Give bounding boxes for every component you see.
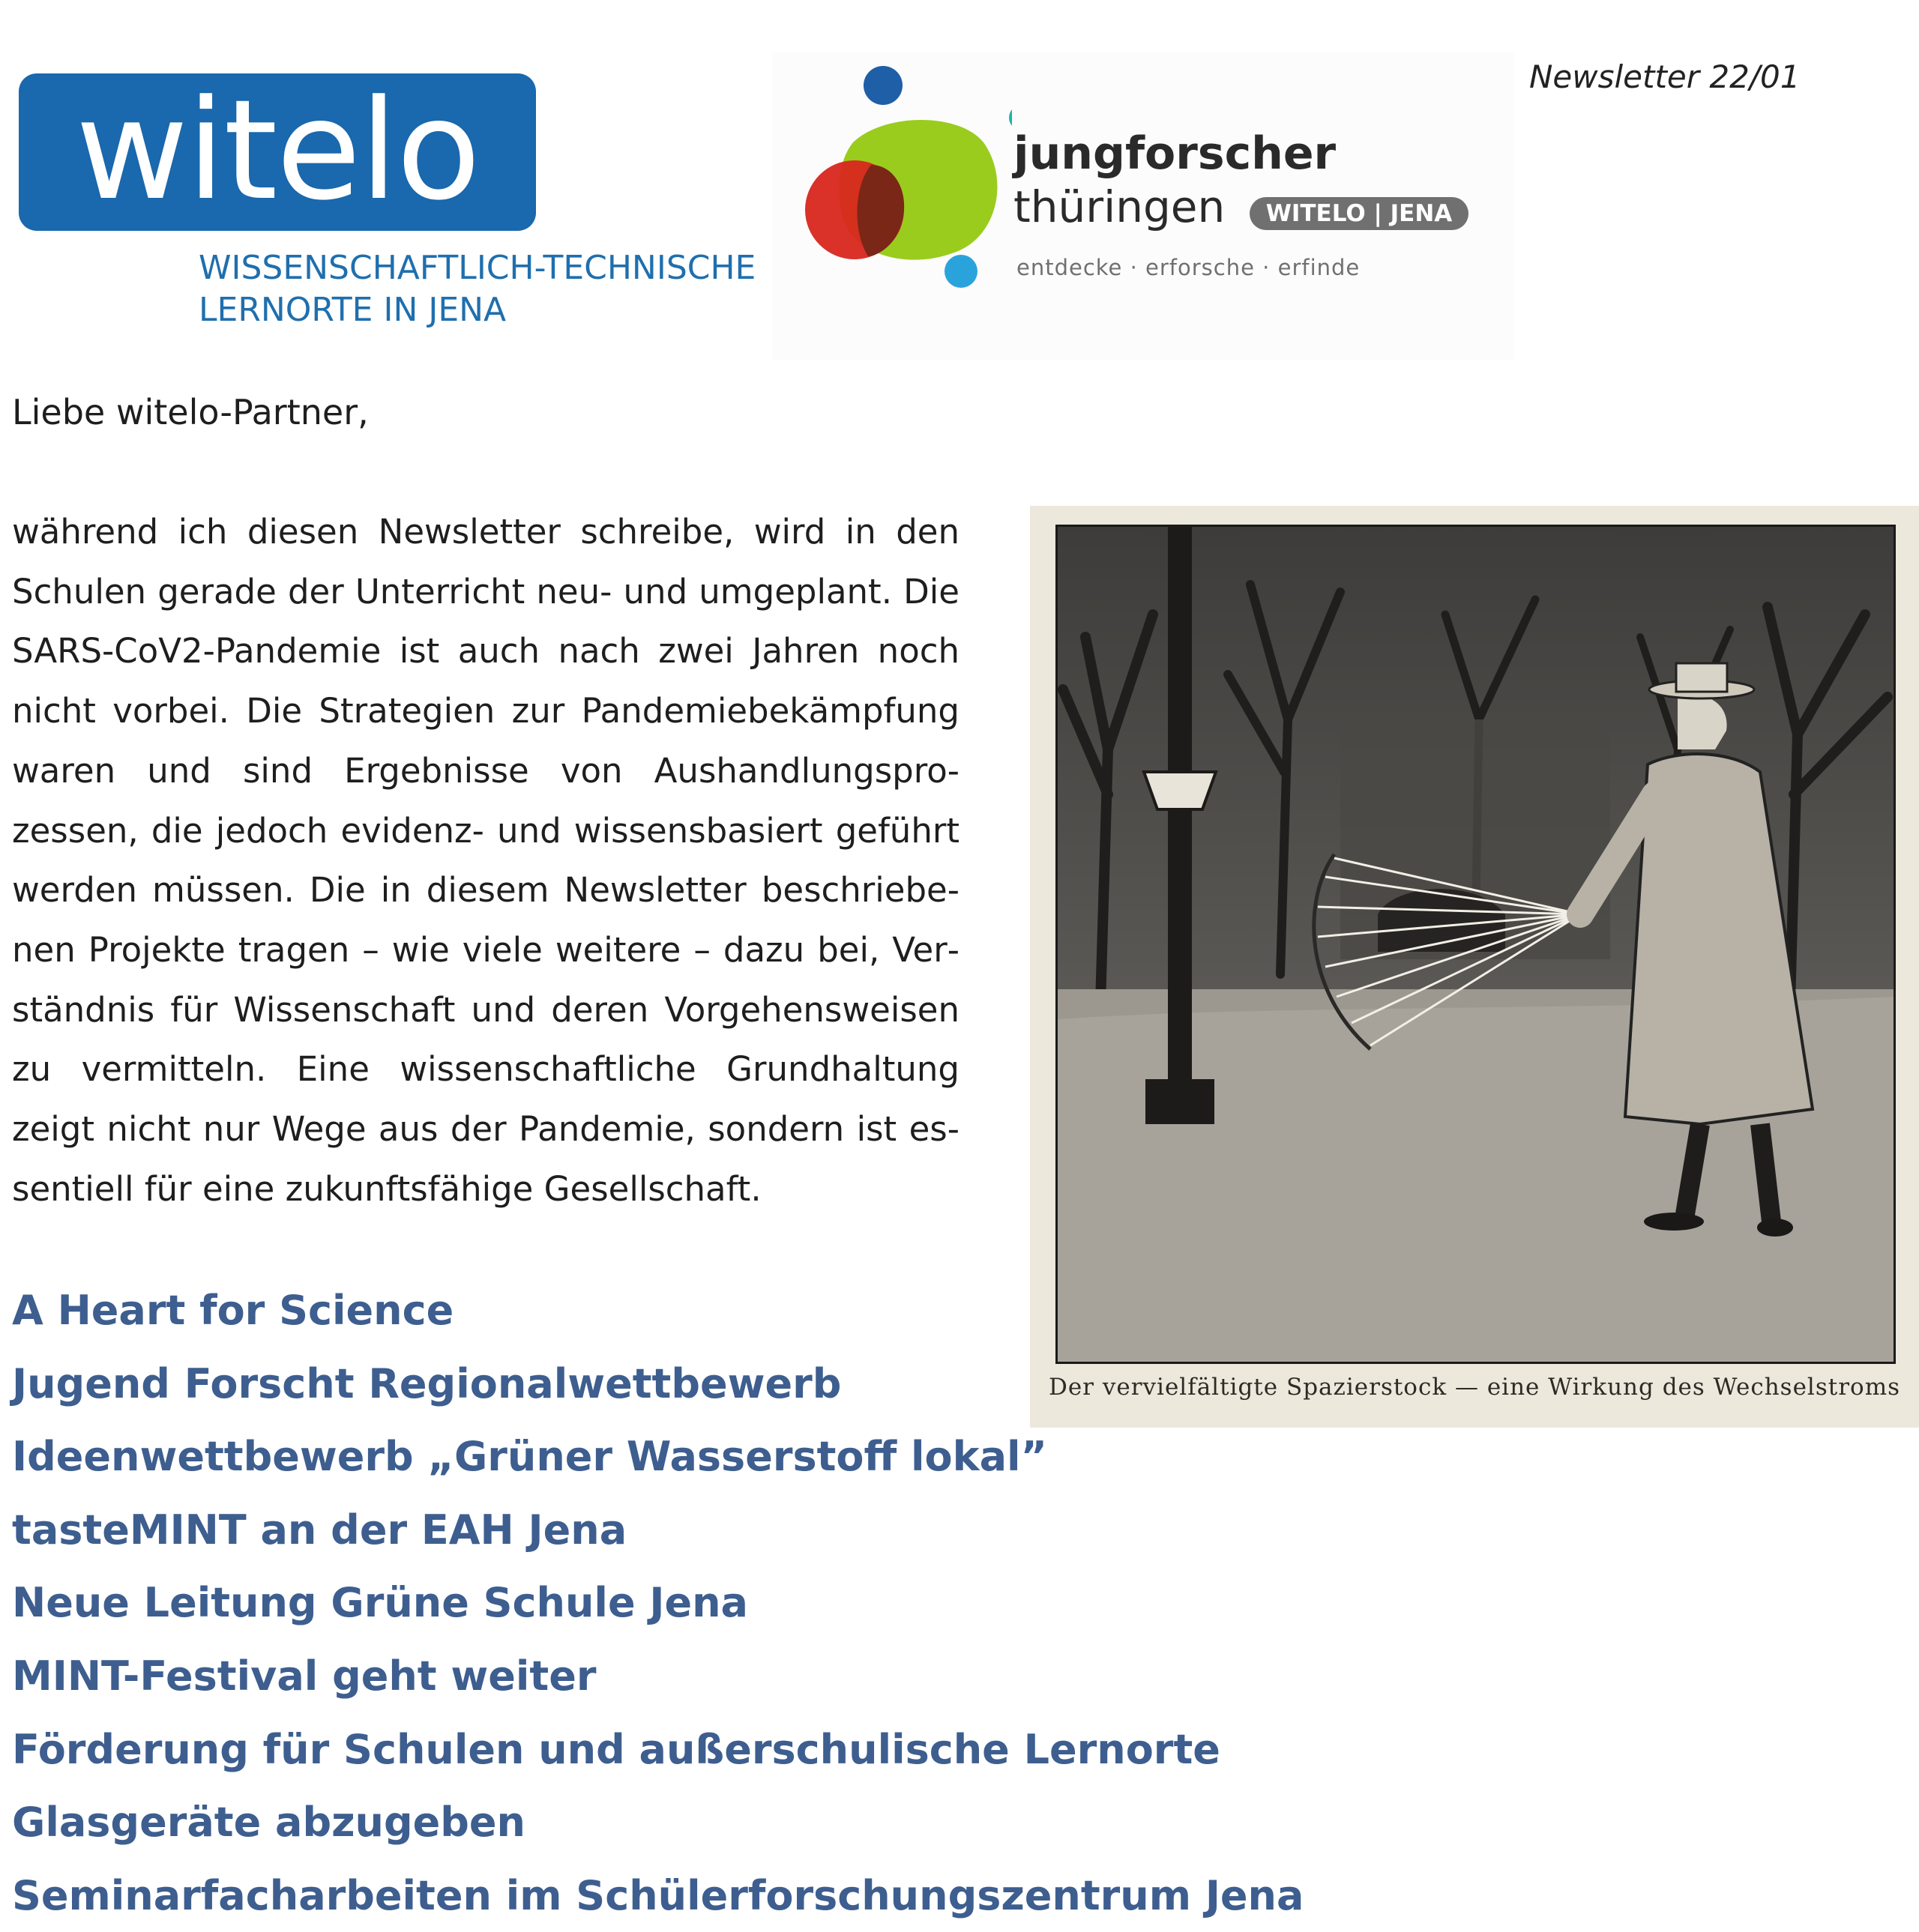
witelo-logo-subtitle <box>199 247 756 331</box>
newsletter-contents <box>12 1274 1304 1932</box>
toc-item[interactable]: tasteMINT an der EAH Jena <box>12 1506 627 1554</box>
witelo-subtitle-line-2: LERNORTE IN JENA <box>199 291 507 329</box>
toc-item[interactable]: Ideenwettbewerb „Grüner Wasserstoff lokal” <box>12 1433 1048 1481</box>
toc-item[interactable]: Glasgeräte abzugeben <box>12 1799 525 1847</box>
greeting: Liebe witelo-Partner, <box>12 392 369 432</box>
walking-stick-illustration <box>1055 525 1896 1364</box>
jungforscher-bubbles-icon <box>772 52 1012 307</box>
toc-item[interactable]: Seminarfacharbeiten im Schülerforschungszentrum Jena <box>12 1871 1304 1919</box>
jungforscher-badge: WITELO | JENA <box>1250 197 1468 230</box>
jungforscher-logo <box>772 52 1514 360</box>
illustration-caption: Der vervielfältigte Spazierstock — eine Wirkung des Wechselstroms <box>1048 1374 1900 1401</box>
witelo-logo-wordmark: witelo <box>75 70 480 231</box>
toc-item[interactable]: A Heart for Science <box>12 1287 454 1334</box>
toc-item[interactable]: Förderung für Schulen und außerschulische Lernorte <box>12 1725 1220 1773</box>
witelo-logo <box>19 70 768 332</box>
newsletter-issue: Newsletter 22/01 <box>1529 58 1801 95</box>
toc-item[interactable]: MINT-Festival geht weiter <box>12 1652 597 1700</box>
witelo-subtitle-line-1: WISSENSCHAFTLICH-TECHNISCHE <box>199 249 756 287</box>
toc-item[interactable]: Jugend Forscht Regionalwettbewerb <box>12 1359 842 1407</box>
jungforscher-region: thüringen <box>1013 181 1226 232</box>
toc-item[interactable]: Neue Leitung Grüne Schule Jena <box>12 1579 748 1627</box>
intro-paragraph: während ich diesen Newsletter schreibe, wird in den Schulen gerade der Unterricht neu- und umgeplant. Die SARS-CoV2-Pandemie ist auch nach zwei Jahren noch nicht vorbei. Die Strategien zur Pandemiebekämpfung waren und sind Ergebnisse von Aushandlungsprozessen, die jedoch evidenz- und wissensbasiert geführt werden müssen. Die in diesem Newsletter beschriebenen Projekte tragen – wie viele weitere – dazu bei, Verständnis für Wissenschaft und deren Vorgehensweisen zu vermitteln. Eine wissenschaftliche Grundhaltung zeigt nicht nur Wege aus der Pandemie, sondern ist essentiell für eine zukunftsfähige Gesellschaft. <box>12 512 960 1209</box>
cyan-dot-icon <box>945 255 977 288</box>
jungforscher-title: jungforscher <box>1013 127 1337 180</box>
blue-dot-icon <box>864 66 903 105</box>
jungforscher-tagline: entdecke · erforsche · erfinde <box>1016 255 1361 280</box>
teal-dot-icon <box>1009 105 1012 130</box>
witelo-logo-box <box>19 70 536 231</box>
